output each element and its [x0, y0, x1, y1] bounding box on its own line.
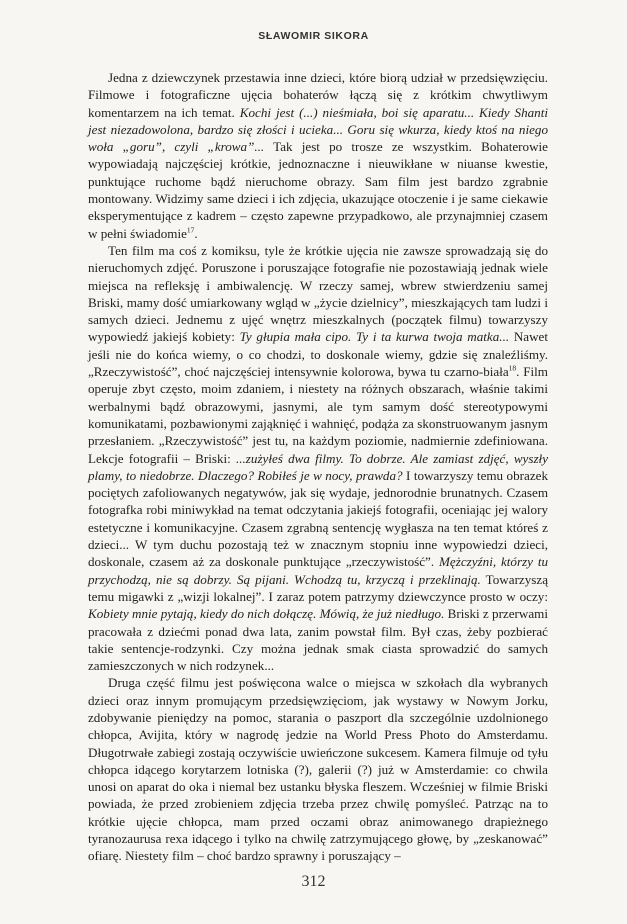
body-text: [88, 69, 548, 865]
paragraph: [88, 242, 548, 674]
text-segment: Ten film ma coś z komiksu, tyle że krótkie ujęcia nie zawsze sprowadzają się do nieruchomych zdjęć. Poruszone i poruszające fotografie nie pozostawiają jednak wiele miejsca na refleksję i ambiwalencję. W rzeczy samej, wbrew stwierdzeniu samej Briski, mamy dość umiarkowany wgląd w „życie dzielnicy”, mieszkających tam ludzi i samych dzieci. Jednemu z ujęć wnętrz mieszkalnych (początek filmu) towarzyszy wypowiedź jakiejś kobiety:: [88, 242, 548, 345]
text-segment: Tak jest po trosze ze wszystkim. Bohaterowie wypowiadają najczęściej krótkie, jednoznaczne i nieuwikłane w niuanse kwestie, punktujące ruchome bądź nieruchome obrazy. Sam film jest bardzo zgrabnie montowany. Widzimy same dzieci i ich zdjęcia, ukazujące otoczenie i je same ciekawie eksperymentujące z kadrem – często zapewne przypadkowo, ale przynajmniej czasem w pełni świadomie: [88, 139, 548, 241]
italic-quote: ...zużyłeś dwa filmy. To dobrze. Ale zamiast zdjęć, wyszły plamy, to niedobrze. Dlaczego? Robiłeś je w nocy, prawda?: [88, 450, 549, 483]
text-segment: . Film operuje zbyt często, moim zdaniem, i niestety na różnych obszarach, właśnie takimi werbalnymi bądź obrazowymi, jasnymi, ale tym samym dość stereotypowymi komunikatami, pozbawionymi zająknięć i wahnięć, podąża za skonstruowanym jasnym przesłaniem. „Rzeczywistość” jest tu, na każdym poziomie, nadmiernie zdefiniowana. Lekcje fotografii – Briski:: [88, 364, 548, 466]
italic-quote: Mężczyźni, którzy tu przychodzą, nie są dobrzy. Są pijani. Wchodzą tu, krzyczą i przeklinają.: [88, 554, 549, 587]
text-segment: Jedna z dziewczynek przestawia inne dzieci, które biorą udział w przedsięwzięciu. Filmowe i fotograficzne ujęcia bohaterów łączą się z krótkim chwytliwym komentarzem na ich temat.: [88, 70, 548, 120]
paragraph: [88, 674, 548, 864]
italic-quote: Kochi jest (...) nieśmiała, boi się aparatu... Kiedy Shanti jest niezadowolona, bardzo się złości i ucieka... Goru się wkurza, kiedy ktoś na niego woła „goru”, czyli „krowa”...: [88, 104, 549, 155]
paragraph: [88, 69, 548, 242]
footnote-ref: 17: [186, 225, 195, 235]
page-number: 312: [301, 873, 326, 890]
text-segment: Briski z przerwami pracowała z dziećmi ponad dwa lata, zanim powstał film. Był czas, żeby pozbierać takie sentencje-rodzynki. Czy można jednak smak ciasta sprowadzić do samych zamieszczonych w nich rodzynek...: [88, 606, 548, 674]
text-segment: Nawet jeśli nie do końca wiemy, o co chodzi, to doskonale wiemy, gdzie się znaleźliśmy. „Rzeczywistość”, choć najczęściej intensywnie kolorowa, bywa tu czarno-biała: [88, 329, 549, 380]
text-segment: Druga część filmu jest poświęcona walce o miejsca w szkołach dla wybranych dzieci oraz innym promującym przedsięwzięciom, jak wystawy w Nowym Jorku, zdobywanie pieniędzy na pomoc, starania o paszport dla szczególnie uzdolnionego chłopca, Avijita, który w nagrodę jedzie na World Press Photo do Amsterdamu. Długotrwałe zabiegi zostają oczywiście uwieńczone sukcesem. Kamera filmuje od tyłu chłopca idącego korytarzem lotniska (?), galerii (?) już w Amsterdamie: co chwila unosi on aparat do oka i niemal bez ustanku błyska fleszem. Wcześniej w filmie Briski powiada, że przed zrobieniem zdjęcia trzeba przez chwilę pomyśleć. Patrząc na to krótkie ujęcie chłopca, mam przed oczami obraz animowanego drapieżnego tyranozaurusa rexa idącego i tylko na chwilę zatrzymującego głowę, by „zeskanować” ofiarę. Niestety film – choć bardzo sprawny i poruszający –: [88, 675, 548, 864]
text-segment: .: [194, 225, 198, 241]
footnote-ref: 18: [508, 363, 517, 373]
italic-quote: Kobiety mnie pytają, kiedy do nich dołączę. Mówią, że już niedługo.: [88, 606, 445, 622]
text-segment: Towarzyszą temu migawki z „wizji lokalnej”. I zaraz potem patrzymy dziewczynce prosto w oczy:: [88, 571, 549, 604]
running-header: SŁAWOMIR SIKORA: [258, 30, 369, 42]
italic-quote: Ty głupia mała cipo. Ty i ta kurwa twoja matka...: [239, 329, 510, 345]
text-segment: I towarzyszy temu obrazek pociętych zafoliowanych negatywów, jak się wydaje, jednorodnie brunatnych. Czasem fotografka robi miniwykład na temat odczytania jakiejś fotografii, oceniając jej walory estetyczne i komunikacyjne. Czasem zgrabną sentencję wygłasza na ten temat któreś z dzieci... W tym duchu pozostają też w znacznym stopniu inne wypowiedzi dzieci, doskonale, czasem aż za doskonale punktujące „rzeczywistość”.: [88, 467, 548, 570]
